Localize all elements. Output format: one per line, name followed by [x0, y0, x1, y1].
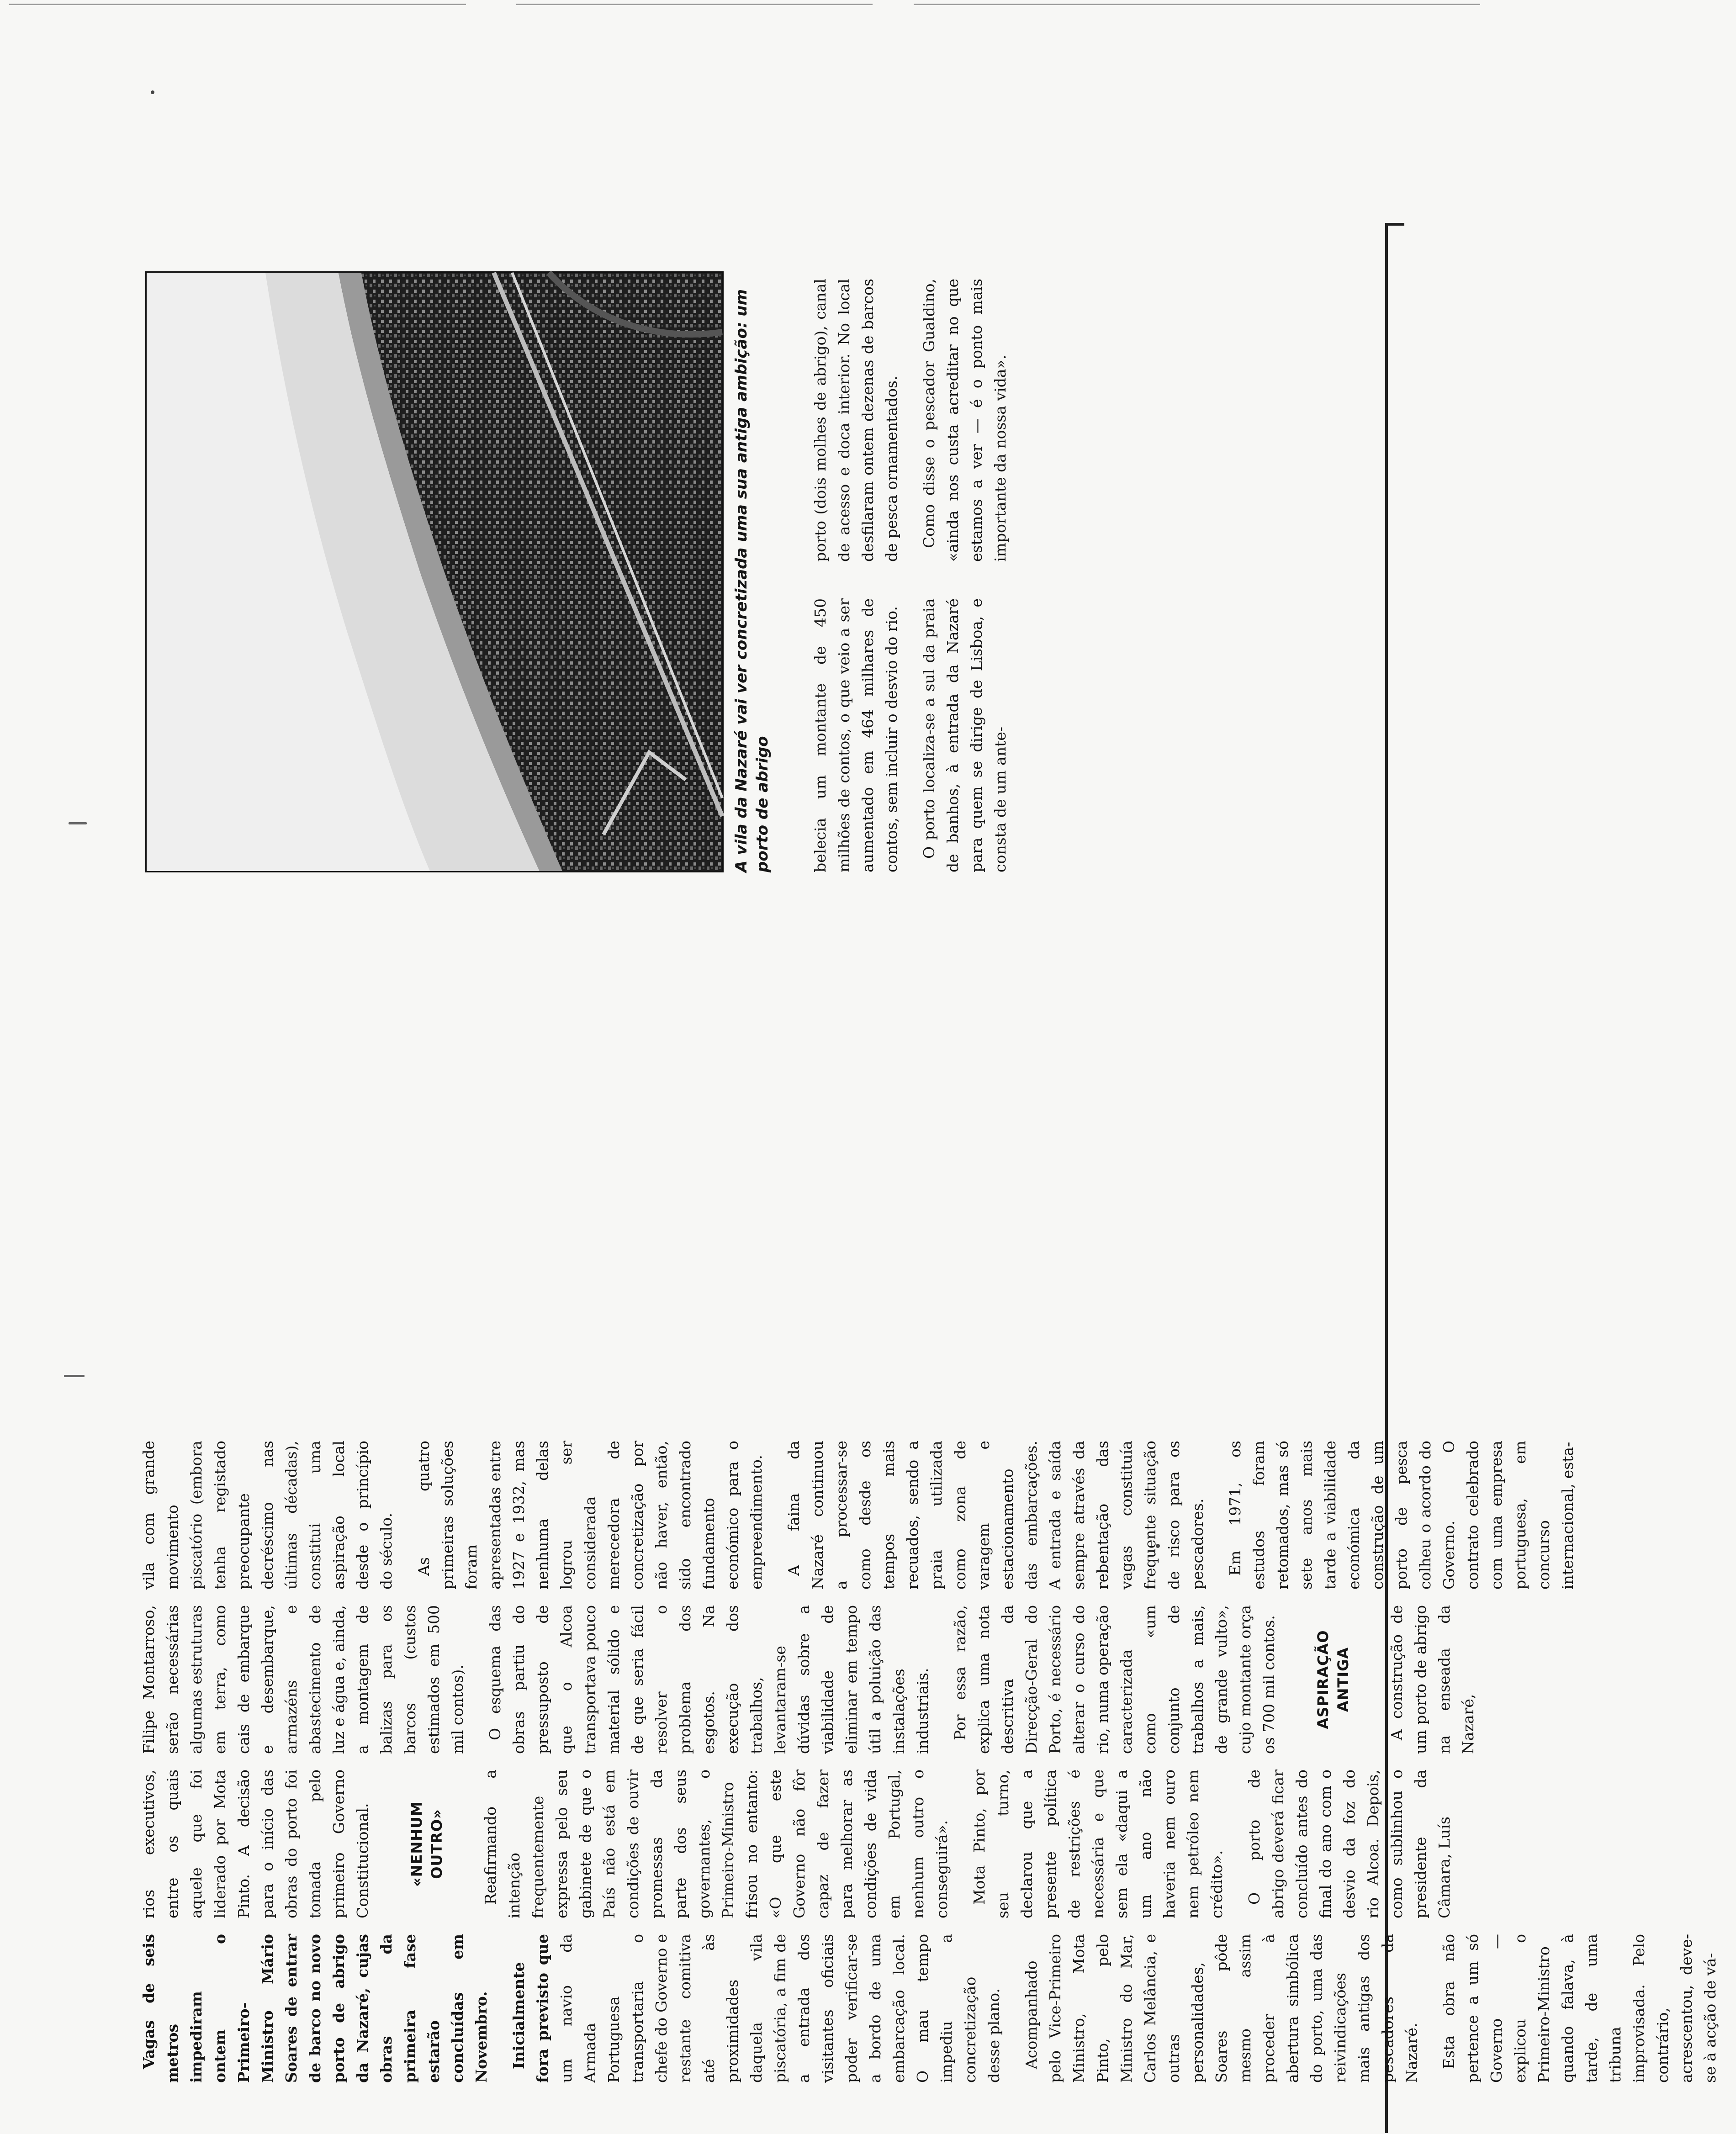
article-paragraph: Acompanhado pelo Vice-Primeiro Ministro, Mota Pinto, pelo Ministro do Mar, Carlos Melância, e outras personalidades, Soares pôde mesmo assim proceder à abertura simbólica do porto, uma das reivindicações mais antigas dos pescadores da Nazaré.: [1022, 1934, 1420, 2083]
article-paragraph: O porto de abrigo deverá ficar concluído antes do final do ano com o desvio da foz do rio Alcoa. Depois, como sublinhou o presidente da Câmara, Luís: [1245, 1770, 1453, 1918]
photo-caption: A vila da Nazaré vai ver concretizada uma sua antiga ambição: um porto de abrigo: [732, 289, 772, 872]
newspaper-article: [137, 187, 1719, 2083]
scan-dash: [69, 822, 87, 824]
article-paragraph: Como disse o pescador Gualdino, «ainda nos custa acreditar no que estamos a ver — é o ponto mais importante da nossa vida».: [920, 279, 1009, 562]
page-corner-tick: [1385, 223, 1404, 226]
article-paragraph: Filipe Montarroso, serão necessárias algumas estruturas em terra, como cais de embarque e desembarque, armazéns e abastecimento de luz e água e, ainda, a montagem de balizas para os barcos (custos estimados em 500 mil contos).: [140, 1605, 466, 1754]
article-paragraph: belecia um montante de 450 milhões de contos, o que veio a ser aumentado em 464 milhares de contos, sem incluir o desvio do rio.: [811, 598, 900, 872]
article-paragraph: Mota Pinto, por seu turno, declarou que a presente política de restrições é necessária e que sem ela «daqui a um ano não haveria nem ouro nem petróleo nem crédito».: [970, 1770, 1226, 1918]
article-paragraph: Em 1971, os estudos foram retomados, mas só sete anos mais tarde a viabilidade económica da construção de um porto de pesca colheu o acordo do Governo. O contrato celebrado com uma empresa portuguesa, em concurso internacional, esta-: [1226, 1441, 1577, 1590]
article-paragraph: As quatro primeiras soluções foram apresentadas entre 1927 e 1932, mas nenhuma delas logrou ser considerada merecedora de concretização por não haver, então, sido encontrado fundamento económico para o empreendimento.: [415, 1441, 765, 1590]
article-paragraph-text: um navio da Armada Portuguesa transportaria o chefe do Governo e restante comitiva até às proximidades daquela vila piscatória, a fim de a entrada dos visitantes oficiais poder verificar-se a bordo de uma embarcação local. O mau tempo impediu a concretização desse plano.: [557, 1934, 1003, 2083]
article-paragraph: O esquema das obras partiu do pressuposto de que o Alcoa transportava pouco material sólido e de que seria fácil resolver o problema dos esgotos. Na execução dos trabalhos, levantaram-se dúvidas sobre a viabilidade de eliminar em tempo útil a poluição das instalações industriais.: [486, 1605, 932, 1754]
article-subheading-nenhum-outro: «NENHUM OUTRO»: [408, 1801, 445, 1887]
article-paragraph: [507, 1934, 1006, 2083]
article-column-5: [809, 598, 1026, 872]
article-paragraph: A construção de um porto de abrigo na enseada da Nazaré,: [1388, 1605, 1477, 1754]
scan-top-line-left: [9, 4, 466, 5]
article-subheading-aspiracao-antiga: ASPIRAÇÃO ANTIGA: [1314, 1630, 1352, 1729]
article-column-2: [137, 1770, 1470, 1918]
article-paragraph: A faina da Nazaré continuou a processar-se como desde os tempos mais recuados, sendo a praia utilizada como zona de varagem e estacionamento das embarcações. A entrada e saída sempre através da rebentação das vagas constituía frequente situação de risco para os pescadores.: [785, 1441, 1207, 1590]
aerial-photo-nazare: [145, 271, 724, 872]
article-paragraph: rios executivos, entre os quais aquele que foi liderado por Mota Pinto. A decisão para o início das obras do porto foi tomada pelo primeiro Governo Constitucional.: [140, 1770, 371, 1918]
article-column-1: [137, 1934, 1736, 2083]
article-paragraph: Reafirmando a intenção frequentemente expressa pelo seu gabinete de que o País não está em condições de ouvir promessas da parte dos seus governantes, o Primeiro-Ministro frisou no entanto: «O que este Governo não fôr capaz de fazer para melhorar as condições de vida em Portugal, nenhum outro o conseguirá».: [482, 1770, 951, 1918]
article-bold-phrase: Inicialmente fora previsto que: [510, 1934, 551, 2083]
scan-speck: [151, 90, 154, 94]
aerial-photo-image: [147, 273, 722, 871]
article-paragraph: O porto localiza-se a sul da praia de banhos, à entrada da Nazaré para quem se dirige de Lisboa, e consta de um ante-: [920, 598, 1009, 872]
article-column-3: [137, 1605, 1494, 1754]
scan-top-line-mid: [516, 4, 873, 5]
article-column-6: [809, 279, 1026, 562]
article-column-4: [137, 1441, 1593, 1590]
article-paragraph: Por essa razão, explica uma nota descritiva da Direcção-Geral do Porto, é necessário alterar o curso do rio, numa operação caracterizada como «um conjunto de trabalhos a mais, de grande vulto», cujo montante orça os 700 mil contos.: [951, 1605, 1278, 1754]
scan-top-line-right: [914, 4, 1480, 5]
scan-dash: [64, 1375, 85, 1377]
article-paragraph: vila com grande movimento piscatório (embora tenha registado preocupante decréscimo nas últimas décadas), constitui uma aspiração local desde o princípio do século.: [140, 1441, 395, 1590]
article-paragraph: porto (dois molhes de abrigo), canal de acesso e doca interior. No local desfilaram ontem dezenas de barcos de pesca ornamentados.: [811, 279, 900, 562]
article-lead-paragraph: Vagas de seis metros impediram ontem o Primeiro-Ministro Mário Soares de entrar de barco no novo porto de abrigo da Nazaré, cujas obras da primeira fase estarão concluídas em Novembro.: [140, 1934, 490, 2083]
article-paragraph: Esta obra não pertence a um só Governo — explicou o Primeiro-Ministro quando falava, à tarde, de uma tribuna improvisada. Pelo contrário, acrescentou, deve-se à acção de vá-: [1440, 1934, 1719, 2083]
